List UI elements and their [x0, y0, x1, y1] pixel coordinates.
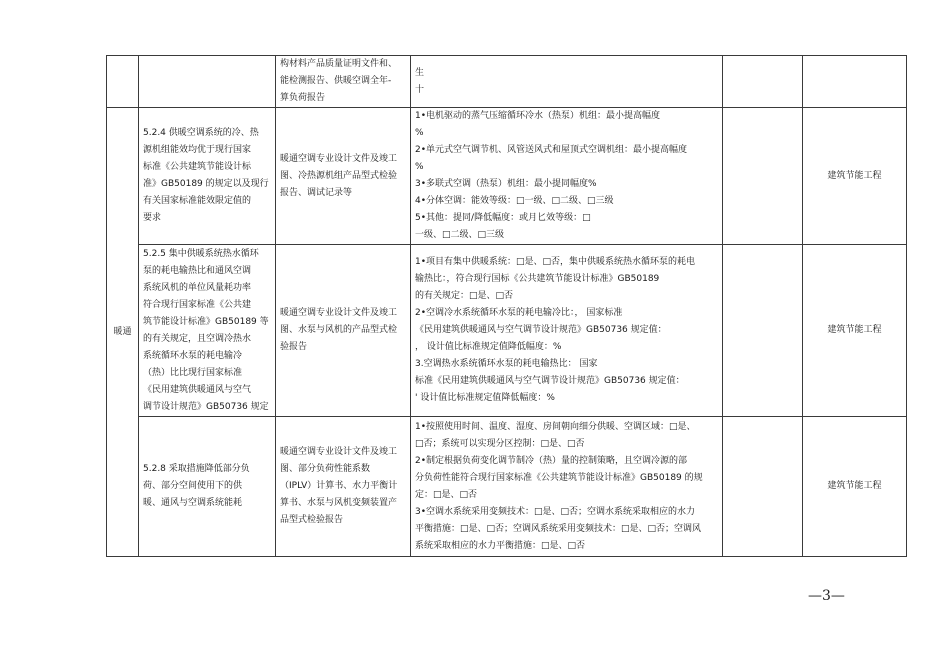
project-unit-label: 建筑节能工程 [827, 481, 882, 491]
evidence-docs-cell-line: 构材料产品质量证明文件和、 [280, 59, 398, 69]
requirement-cell-line: 系统循环水泵的耗电输冷 [143, 350, 243, 361]
evidence-docs-cell-line: 暖通空调专业设计文件及竣工 [280, 447, 398, 457]
blank-cell [723, 108, 803, 245]
page-number: —3— [808, 588, 845, 604]
requirement-cell-line: 泵的耗电输热比和通风空调 [143, 265, 252, 276]
table-row [107, 108, 907, 245]
evidence-docs-cell-line: 算负荷报告 [280, 93, 326, 103]
requirement-cell-line: 5.2.4 供暖空调系统的冷、热 [143, 128, 259, 138]
project-unit-cell [803, 108, 907, 245]
category-cell [107, 56, 139, 108]
table-row [107, 245, 907, 417]
requirement-cell-line: 的有关规定，且空调冷热水 [143, 333, 252, 344]
check-result-cell [411, 108, 723, 245]
check-result-cell-line: ， 设计值比标准规定值降低幅度：% [415, 342, 562, 352]
check-result-cell-line: 3.空调热水系统循环水泵的耗电输热比： 国家 [415, 359, 598, 369]
project-unit-label: 建筑节能工程 [827, 170, 882, 181]
requirement-cell-line: 标准《公共建筑节能设计标 [143, 162, 252, 172]
requirement-cell-line: 5.2.5 集中供暖系统热水循环 [143, 248, 259, 259]
evidence-docs-cell-line: 验报告 [280, 342, 308, 352]
requirement-cell-line: 符合现行国家标准《公共建 [143, 299, 252, 310]
requirement-cell [139, 56, 276, 108]
check-result-cell-line: 2•单元式空气调节机、风管送风式和屋顶式空调机组：最小提高幅度 [415, 145, 688, 155]
inspection-table [106, 55, 907, 557]
blank-cell [723, 245, 803, 417]
requirement-cell [139, 417, 276, 557]
evidence-docs-cell-line: 图、水泵与风机的产品型式检 [280, 325, 398, 335]
evidence-docs-cell-line: 能检测报告、供暖空调全年- [280, 76, 392, 86]
project-unit-cell [803, 56, 907, 108]
requirement-cell [139, 245, 276, 417]
check-result-cell-line: 1•电机驱动的蒸气压缩循环冷水（热泵）机组：最小提高幅度 [415, 111, 661, 121]
evidence-docs-cell-line: 图、冷热源机组产品型式检验 [280, 170, 398, 181]
evidence-docs-cell-line: 图、部分负荷性能系数 [280, 464, 371, 474]
check-result-cell-line: 2•空调冷水系统循环水泵的耗电输冷比：， 国家标准 [415, 308, 623, 318]
check-result-cell-line: 1•按照使用时间、温度、湿度、房间朝向细分供暖、空调区域：□是、 [415, 421, 696, 432]
evidence-docs-cell-line: 算书、水泵与风机变频装置产 [280, 498, 398, 508]
check-result-cell-line: 2•制定根据负荷变化调节制冷（热）量的控制策略，且空调冷源的部 [415, 455, 688, 466]
check-result-cell-line: 3•空调水系统采用变频技术：□是、□否；空调水系统采取相应的水力 [415, 506, 696, 517]
check-result-cell [411, 417, 723, 557]
requirement-cell-line: 有关国家标准能效限定值的 [143, 196, 252, 206]
category-label: 暖通 [113, 326, 132, 337]
check-result-cell [411, 245, 723, 417]
evidence-docs-cell-line: 暖通空调专业设计文件及竣工 [280, 308, 398, 318]
check-result-cell-line: 标准《民用建筑供暖通风与空气调节设计规范》GB50736 规定值： [415, 376, 685, 386]
requirement-cell [139, 108, 276, 245]
check-result-cell-line: 4•分体空调：能效等级：□一级、□二级、□三级 [415, 196, 614, 206]
requirement-cell-line: （热）比比现行国家标准 [143, 367, 243, 378]
evidence-docs-cell-line: （IPLV）计算书、水力平衡计 [280, 481, 398, 491]
evidence-docs-cell [276, 417, 411, 557]
check-result-cell-line: 分负荷性能符合现行国家标准《公共建筑节能设计标准》GB50189 的规 [415, 472, 703, 483]
check-result-cell-line: 5•其他：提同/降低幅度：或月匕效等级：□ [415, 213, 591, 223]
check-result-cell-line: 生 [415, 67, 425, 78]
check-result-cell-line: 系统采取相应的水力平衡措施：□是、□否 [415, 540, 586, 551]
evidence-docs-cell [276, 108, 411, 245]
requirement-cell-line: 调节设计规范》GB50736 规定 [143, 401, 269, 412]
project-unit-cell [803, 417, 907, 557]
check-result-cell-line: 《民用建筑供暖通风与空气调节设计规范》GB50736 规定值： [415, 325, 667, 335]
requirement-cell-line: 系统风机的单位风量耗功率 [143, 282, 252, 293]
check-result-cell-line: 1•项目有集中供暖系统：□是、□否，集中供暖系统热水循环泵的耗电 [415, 257, 696, 267]
check-result-cell-line: 一级、□二级、□三级 [415, 230, 505, 240]
evidence-docs-cell-line: 品型式检验报告 [280, 515, 344, 525]
evidence-docs-cell [276, 56, 411, 108]
requirement-cell-line: 《民用建筑供暖通风与空气 [143, 384, 252, 395]
project-unit-cell [803, 245, 907, 417]
check-result-cell-line: % [415, 162, 424, 172]
evidence-docs-cell [276, 245, 411, 417]
evidence-docs-cell-line: 报告、调试记录等 [280, 187, 353, 198]
check-result-cell [411, 56, 723, 108]
requirement-cell-line: 筑节能设计标准》GB50189 等 [143, 316, 269, 327]
check-result-cell-line: 的有关规定：□是、□否 [415, 291, 514, 301]
table-row [107, 56, 907, 108]
requirement-cell-line: 5.2.8 采取措施降低部分负 [143, 464, 250, 474]
check-result-cell-line: 定：□是、□否 [415, 489, 478, 500]
requirement-cell-line: 准》GB50189 的规定以及现行 [143, 179, 269, 189]
category-cell [107, 108, 139, 557]
check-result-cell-line: ' 设计值比标准规定值降低幅度：% [415, 393, 555, 403]
requirement-cell-line: 荷、部分空间使用下的供 [143, 481, 243, 491]
check-result-cell-line: 十 [415, 84, 425, 95]
blank-cell [723, 417, 803, 557]
check-result-cell-line: 输热比：，符合现行国标《公共建筑节能设计标准》GB50189 [415, 274, 660, 284]
evidence-docs-cell-line: 暖通空调专业设计文件及竣工 [280, 153, 398, 164]
check-result-cell-line: % [415, 128, 424, 138]
project-unit-label: 建筑节能工程 [827, 325, 882, 335]
blank-cell [723, 56, 803, 108]
requirement-cell-line: 源机组能效均优于现行国家 [143, 145, 252, 155]
requirement-cell-line: 暖、通风与空调系统能耗 [143, 498, 243, 508]
check-result-cell-line: 3•多联式空调（热泵）机组：最小提同幅度% [415, 179, 597, 189]
table-row [107, 417, 907, 557]
check-result-cell-line: □否；系统可以实现分区控制：□是、□否 [415, 438, 585, 449]
check-result-cell-line: 平衡措施：□是、□否；空调风系统采用变频技术：□是、□否；空调风 [415, 523, 702, 534]
requirement-cell-line: 要求 [143, 213, 162, 223]
